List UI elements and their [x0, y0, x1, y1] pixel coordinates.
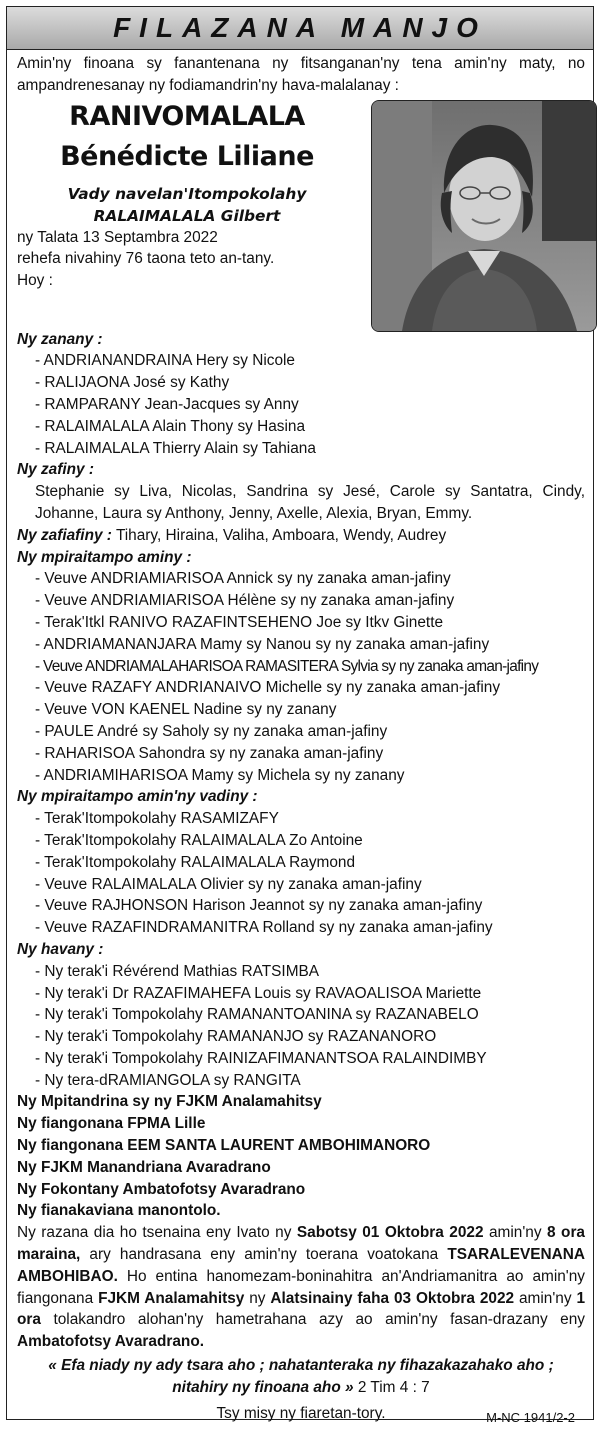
age-line: rehefa nivahiny 76 taona teto an-tany.	[17, 250, 275, 268]
section-zafiafiny: Ny zafiafiny :	[17, 526, 112, 544]
funeral-text: Ny razana dia ho tsenaina eny Ivato ny	[17, 1224, 297, 1242]
list-item: - RAMPARANY Jean-Jacques sy Anny	[35, 395, 299, 413]
list-item: - Ny tera-dRAMIANGOLA sy RANGITA	[35, 1071, 301, 1089]
list-item: - RAHARISOA Sahondra sy ny zanaka aman-jafiny	[35, 744, 384, 762]
organisation-line: Ny fiangonana EEM SANTA LAURENT AMBOHIMANORO	[17, 1137, 431, 1155]
organisation-line: Ny fianakaviana manontolo.	[17, 1202, 221, 1220]
spouse-line-2: RALAIMALALA Gilbert	[93, 206, 281, 225]
list-item: - PAULE André sy Saholy sy ny zanaka aman-jafiny	[35, 722, 388, 740]
funeral-date-2: Alatsinainy faha 03 Oktobra 2022	[270, 1289, 515, 1307]
list-havany	[17, 961, 585, 1092]
list-item: - Ny terak'i Tompokolahy RAINIZAFIMANANTSOA RALAINDIMBY	[35, 1049, 487, 1067]
funeral-place-2: Ambatofotsy Avaradrano.	[17, 1333, 205, 1351]
footer	[17, 1403, 585, 1433]
header-block	[17, 97, 585, 329]
list-item: - Veuve VON KAENEL Nadine sy ny zanany	[35, 701, 337, 719]
funeral-text: ny	[244, 1289, 271, 1307]
list-item: - Terak'Itompokolahy RASAMIZAFY	[35, 810, 279, 828]
list-item: - Veuve ANDRIAMIARISOA Hélène sy ny zanaka aman-jafiny	[35, 592, 455, 610]
notice-body	[7, 50, 593, 1433]
list-item: - RALAIMALALA Thierry Alain sy Tahiana	[35, 439, 316, 457]
hoy-label: Hoy :	[17, 272, 53, 290]
funeral-text: amin'ny	[483, 1224, 548, 1242]
quote-line-2: nitahiry ny finoana aho »	[172, 1378, 354, 1396]
list-item: - Veuve ANDRIAMIARISOA Annick sy ny zanaka aman-jafiny	[35, 570, 451, 588]
section-zafiny: Ny zafiny :	[17, 461, 94, 479]
organisations-list	[17, 1091, 585, 1222]
funeral-church: FJKM Analamahitsy	[98, 1289, 245, 1307]
funeral-time-2: 1 ora	[17, 1289, 585, 1329]
section-mpiraitampo-aminy: Ny mpiraitampo aminy :	[17, 548, 192, 566]
list-item: - RALIJAONA José sy Kathy	[35, 374, 230, 392]
closing-line: Tsy misy ny fiaretan-tory.	[216, 1404, 386, 1422]
list-item: - Veuve RALAIMALALA Olivier sy ny zanaka aman-jafiny	[35, 875, 422, 893]
list-item: - ANDRIAMIHARISOA Mamy sy Michela sy ny zanany	[35, 766, 405, 784]
funeral-arrangements	[17, 1222, 585, 1353]
section-havany: Ny havany :	[17, 940, 104, 958]
list-item: - ANDRIAMANANJARA Mamy sy Nanou sy ny zanaka aman-jafiny	[35, 635, 490, 653]
portrait-photo	[371, 100, 597, 332]
list-zanany	[17, 350, 585, 459]
zafiafiny-line	[17, 525, 585, 547]
list-item: - Terak'Itompokolahy RALAIMALALA Zo Antoine	[35, 831, 363, 849]
funeral-text: ary handrasana eny amin'ny toerana voatokana	[80, 1246, 448, 1264]
list-item: - RALAIMALALA Alain Thony sy Hasina	[35, 417, 306, 435]
deceased-given-names: Bénédicte Liliane	[60, 140, 314, 172]
list-mpiraitampo-aminy	[17, 568, 585, 786]
list-item: - Ny terak'i Révérend Mathias RATSIMBA	[35, 962, 320, 980]
funeral-text: amin'ny	[514, 1289, 577, 1307]
organisation-line: Ny FJKM Manandriana Avaradrano	[17, 1158, 271, 1176]
intro-text: Amin'ny finoana sy fanantenana ny fitsanganan'ny tena amin'ny maty, no ampandrenesanay ny fodiamandrin'ny hava-malalanay :	[17, 55, 585, 94]
quote-line-1: « Efa niady ny ady tsara aho ; nahatanteraka ny fihazakazahako aho ;	[48, 1357, 554, 1375]
list-item: - ANDRIANANDRAINA Hery sy Nicole	[35, 352, 295, 370]
zafiny-text: Stephanie sy Liva, Nicolas, Sandrina sy Jesé, Carole sy Santatra, Cindy, Johanne, Laura sy Anthony, Jenny, Axelle, Alexia, Bryan, Emmy.	[35, 483, 585, 522]
section-mpiraitampo-vadiny: Ny mpiraitampo amin'ny vadiny :	[17, 788, 258, 806]
list-mpiraitampo-vadiny	[17, 808, 585, 939]
deceased-surname: RANIVOMALALA	[69, 100, 305, 132]
organisation-line: Ny Fokontany Ambatofotsy Avaradrano	[17, 1180, 306, 1198]
portrait-image	[372, 101, 596, 331]
funeral-date-1: Sabotsy 01 Oktobra 2022	[296, 1224, 484, 1242]
bible-quote	[17, 1355, 585, 1399]
obituary-notice	[6, 6, 594, 1425]
list-item: - Veuve RAZAFINDRAMANITRA Rolland sy ny zanaka aman-jafiny	[35, 919, 493, 937]
list-item: - Veuve RAJHONSON Harison Jeannot sy ny zanaka aman-jafiny	[35, 897, 483, 915]
funeral-place-1: TSARALEVENANA AMBOHIBAO.	[17, 1246, 585, 1285]
list-item: - Terak'Itompokolahy RALAIMALALA Raymond	[35, 853, 356, 871]
organisation-line: Ny fiangonana FPMA Lille	[17, 1115, 206, 1133]
list-item: - Veuve ANDRIAMALAHARISOA RAMASITERA Sylvia sy ny zanaka aman-jafiny	[35, 657, 539, 675]
list-item: - Veuve RAZAFY ANDRIANAIVO Michelle sy ny zanaka aman-jafiny	[35, 679, 501, 697]
list-item: - Ny terak'i Dr RAZAFIMAHEFA Louis sy RAVAOALISOA Mariette	[35, 984, 482, 1002]
list-item: - Terak'Itkl RANIVO RAZAFINTSEHENO Joe sy Itkv Ginette	[35, 613, 444, 631]
spouse-line-1: Vady navelan'Itompokolahy	[67, 184, 307, 203]
reference-code: M-NC 1941/2-2	[486, 1409, 575, 1425]
section-zanany: Ny zanany :	[17, 330, 103, 348]
funeral-text: tolakandro alohan'ny hametrahana azy ao amin'ny fasan-drazany eny	[40, 1311, 585, 1329]
organisation-line: Ny Mpitandrina sy ny FJKM Analamahitsy	[17, 1093, 322, 1111]
funeral-time-1: 8 ora maraina,	[17, 1224, 585, 1264]
list-item: - Ny terak'i Tompokolahy RAMANANJO sy RAZANANORO	[35, 1028, 437, 1046]
zafiafiny-text: Tihary, Hiraina, Valiha, Amboara, Wendy, Audrey	[115, 526, 447, 544]
quote-reference: 2 Tim 4 : 7	[353, 1378, 430, 1396]
death-date: ny Talata 13 Septambra 2022	[17, 228, 218, 246]
funeral-text: Ho entina hanomezam-boninahitra an'Andriamanitra ao amin'ny fiangonana	[17, 1267, 585, 1307]
list-item: - Ny terak'i Tompokolahy RAMANANTOANINA sy RAZANABELO	[35, 1006, 479, 1024]
banner-title: FILAZANA MANJO	[7, 7, 593, 50]
